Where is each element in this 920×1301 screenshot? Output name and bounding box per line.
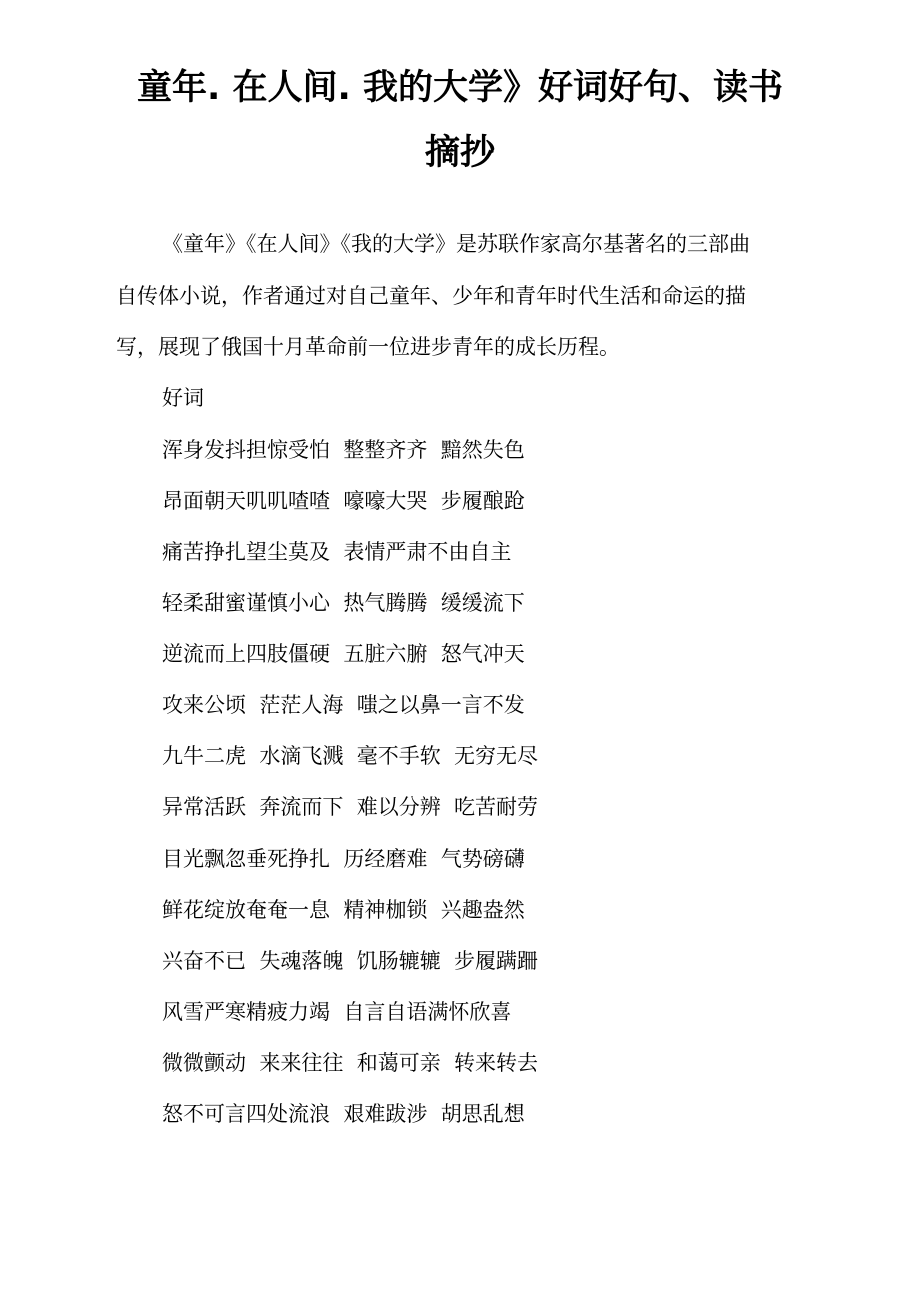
intro-paragraph-line-3: 写，展现了俄国十月革命前一位进步青年的成长历程。	[116, 335, 620, 359]
word-list-line: 目光飘忽垂死挣扎 历经磨难 气势磅礴	[162, 847, 525, 871]
word-list-line: 鲜花绽放奄奄一息 精神枷锁 兴趣盎然	[162, 898, 525, 922]
word-list-line: 九牛二虎 水滴飞溅 毫不手软 无穷无尽	[162, 744, 539, 768]
intro-paragraph-line-1: 《童年》《在人间》《我的大学》是苏联作家高尔基著名的三部曲	[162, 232, 750, 256]
section-heading: 好词	[162, 386, 204, 410]
word-list-line: 痛苦挣扎望尘莫及 表情严肃不由自主	[162, 540, 512, 564]
word-list-line: 攻来公顷 茫茫人海 嗤之以鼻一言不发	[162, 693, 525, 717]
word-list-line: 风雪严寒精疲力竭 自言自语满怀欣喜	[162, 1000, 512, 1024]
intro-paragraph-line-2: 自传体小说，作者通过对自己童年、少年和青年时代生活和命运的描	[116, 284, 746, 308]
document-title-line-2: 摘抄	[424, 133, 495, 173]
word-list-line: 昂面朝天叽叽喳喳 嚎嚎大哭 步履酿跄	[162, 489, 525, 513]
document-title-line-1: 童年. 在人间. 我的大学》好词好句、读书	[137, 68, 783, 108]
word-list-line: 轻柔甜蜜谨慎小心 热气腾腾 缓缓流下	[162, 591, 525, 615]
word-list-line: 微微颤动 来来往往 和蔼可亲 转来转去	[162, 1051, 539, 1075]
word-list-line: 怒不可言四处流浪 艰难跋涉 胡思乱想	[162, 1102, 525, 1126]
word-list-line: 逆流而上四肢僵硬 五脏六腑 怒气冲天	[162, 642, 525, 666]
word-list-line: 兴奋不已 失魂落魄 饥肠辘辘 步履蹒跚	[162, 949, 539, 973]
word-list-line: 异常活跃 奔流而下 难以分辨 吃苦耐劳	[162, 795, 539, 819]
word-list-line: 浑身发抖担惊受怕 整整齐齐 黯然失色	[162, 438, 525, 462]
